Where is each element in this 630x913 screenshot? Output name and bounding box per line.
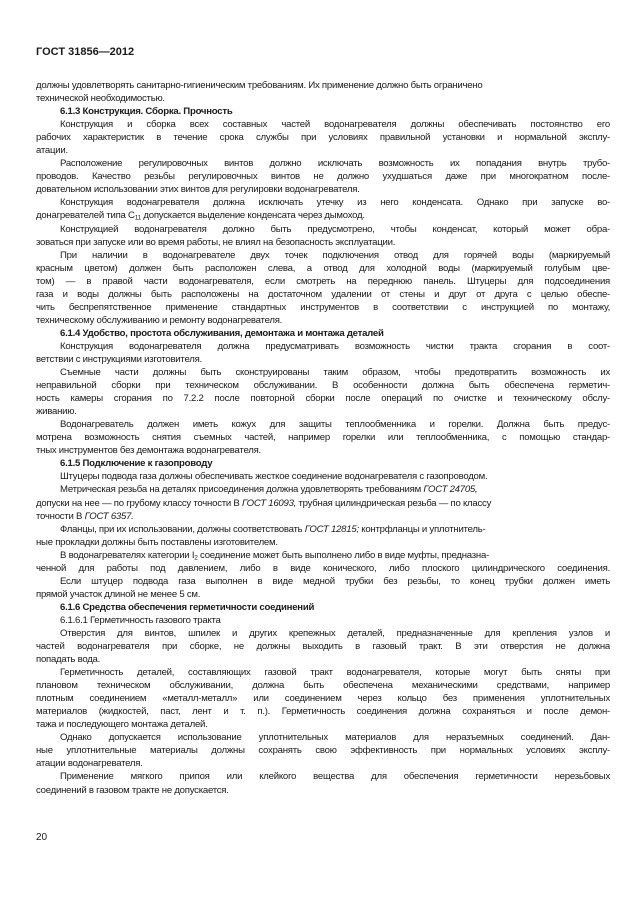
- text-line: [36, 549, 610, 562]
- standard-reference: ГОСТ 12815;: [304, 523, 359, 535]
- section-heading: 6.1.5 Подключение к газопроводу: [60, 458, 213, 470]
- text-line: газа и воды должны быть расположены на достаточном удалении от стены и друг от друга с целью обеспе-: [36, 288, 610, 300]
- subsection-heading: 6.1.6.1 Герметичность газового тракта: [60, 614, 221, 626]
- text-line: [36, 510, 610, 523]
- standard-reference: ГОСТ 16093,: [241, 497, 297, 509]
- text-fragment: точности В: [36, 510, 85, 522]
- text-line: [36, 483, 610, 496]
- text-fragment: соединение может быть выполнено либо в виде муфты, предназна-: [197, 549, 489, 561]
- page-header: ГОСТ 31856—2012: [36, 46, 135, 58]
- text-line: плановом техническом обслуживании, должна быть обеспечена механическими средствами, например: [36, 680, 610, 692]
- standard-reference: ГОСТ 6357.: [84, 510, 134, 522]
- text-line: должны удовлетворять санитарно-гигиеническим требованиям. Их применение должно быть ограничено: [36, 80, 483, 91]
- text-line: попадать вода.: [36, 654, 101, 666]
- text-line: красным цветом) должен быть расположен слева, а отвод для холодной воды (маркируемый голубым цве-: [36, 262, 610, 274]
- text-line: Съемные части должны быть сконструированы таким образом, чтобы предотвратить возможность их: [60, 367, 610, 379]
- document-body: [36, 79, 610, 797]
- text-line: ные прокладки должны быть поставлены изготовителем.: [36, 536, 278, 548]
- text-line: [36, 497, 610, 510]
- text-line: мотрена возможность снятия съемных частей, например горелки или теплообменника, с помощью стандар-: [36, 432, 610, 444]
- page-number: 20: [36, 832, 48, 843]
- text-line: рабочих характеристик в течение срока службы при условиях правильной установки и нормальной эксплу-: [36, 132, 610, 144]
- text-line: техническому обслуживанию и ремонту водонагревателя.: [36, 314, 283, 326]
- text-line: ветствии с инструкциями изготовителя.: [36, 353, 202, 365]
- text-line: При наличии в водонагревателе двух точек подключения отвод для горячей воды (маркируемый: [60, 249, 610, 261]
- text-line: ченной для работы под давлением, либо в виде конического, либо плоского цилиндрического соединения.: [36, 562, 610, 574]
- standard-reference: ГОСТ 24705,: [423, 484, 478, 496]
- text-line: проводов. Качество резьбы регулировочных винтов не должно ухудшаться даже при многократном после-: [36, 171, 610, 183]
- text-line: частей водонагревателя при сборке, не должны выходить в газовый тракт. В эти отверстия не должна: [36, 641, 610, 653]
- text-line: Если штуцер подвода газа выполнен в виде медной трубки без резьбы, то конец трубки должен иметь: [60, 575, 610, 587]
- section-heading: 6.1.4 Удобство, простота обслуживания, демонтажа и монтажа деталей: [60, 327, 384, 339]
- text-line: соединений в газовом тракте не допускается.: [36, 784, 229, 796]
- text-fragment: В водонагревателях категории I: [60, 549, 195, 561]
- text-line: Водонагреватель должен иметь кожух для защиты теплообменника и горелки. Должна быть предус-: [60, 419, 610, 431]
- text-line: Конструкция водонагревателя должна исключать утечку из него конденсата. Однако при запуске во-: [60, 197, 610, 209]
- text-line: Применение мягкого припоя или клейкого вещества для обеспечения герметичности нерезьбовых: [60, 771, 610, 783]
- text-line: неправильной сборки при техническом обслуживании. В особенности должна быть обеспечена герметич-: [36, 380, 610, 392]
- text-line: Герметичность деталей, составляющих газовой тракт водонагревателя, которые могут быть сняты при: [60, 667, 610, 679]
- text-line: тажа и последующего монтажа деталей.: [36, 719, 208, 731]
- text-line: Расположение регулировочных винтов должно исключать возможность их попадания внутрь трубо-: [60, 158, 610, 170]
- text-line: [36, 523, 610, 536]
- text-line: материалов (жидкостей, паст, лент и т. п.). Герметичность соединения должна сохраняться и после демон-: [36, 706, 610, 718]
- section-heading: 6.1.6 Средства обеспечения герметичности соединений: [60, 601, 315, 613]
- text-line: плотным соединением «металл-металл» или соединением через кольцо без применения уплотнительных: [36, 693, 610, 705]
- text-fragment: трубная цилиндрическая резьба — по классу: [296, 497, 492, 509]
- text-line: Штуцеры подвода газа должны обеспечивать жесткое соединение водонагревателя с газопроводом.: [60, 471, 488, 483]
- text-fragment: контрфланцы и уплотнитель-: [358, 523, 486, 535]
- text-line: атации водонагревателя.: [36, 758, 143, 770]
- text-line: Конструкция водонагревателя должна предусматривать возможность чистки тракта сгорания в соот-: [60, 340, 610, 352]
- subscript: 11: [134, 214, 141, 222]
- text-line: прямой участок длиной не менее 5 см.: [36, 588, 201, 600]
- text-line: тных инструментов без демонтажа водонагревателя.: [36, 445, 261, 457]
- section-heading: 6.1.3 Конструкция. Сборка. Прочность: [60, 106, 233, 118]
- text-fragment: Фланцы, при их использовании, должны соответствовать: [60, 523, 305, 535]
- text-line: том) — в правой части водонагревателя, если смотреть на переднюю панель. Штуцеры для подсоединения: [36, 275, 610, 287]
- text-line: Конструкция и сборка всех составных частей водонагревателя должны обеспечивать постоянство его: [60, 119, 610, 131]
- text-line: атации.: [36, 145, 68, 157]
- text-line: ные уплотнительные материалы должны сохранять свою эффективность при нормальных условиях эксплу-: [36, 745, 610, 757]
- subscript: 2: [194, 554, 198, 562]
- text-line: Конструкцией водонагревателя должно быть предусмотрено, чтобы конденсат, который может обра-: [60, 223, 610, 235]
- text-line: чить беспрепятственное применение стандартных инструментов в соответствии с инструкцией по монтажу,: [36, 301, 610, 313]
- text-fragment: допускается выделение конденсата через дымоход.: [141, 210, 365, 222]
- text-line: ность камеры сгорания по 7.2.2 после повторной сборки после операций по очистке и техническому обслу-: [36, 393, 610, 405]
- text-line: Однако допускается использование уплотнительных материалов для неразъемных соединений. Дан-: [60, 732, 610, 744]
- text-line: живанию.: [36, 406, 77, 418]
- text-line: довательном использовании этих винтов для регулировки водонагревателя.: [36, 184, 360, 196]
- text-line: зоваться при запуске или во время работы, не влиял на безопасность эксплуатации.: [36, 236, 396, 248]
- text-fragment: допуски на нее — по грубому классу точности В: [36, 497, 242, 509]
- text-line: Отверстия для винтов, шпилек и других крепежных деталей, предназначенные для крепления узлов и: [60, 627, 610, 639]
- text-fragment: Метрическая резьба на деталях присоединения должна удовлетворять требованиям: [60, 484, 424, 496]
- text-fragment: донагревателей типа C: [36, 210, 135, 222]
- text-line: технической необходимостью.: [36, 93, 165, 105]
- text-line: [36, 209, 610, 222]
